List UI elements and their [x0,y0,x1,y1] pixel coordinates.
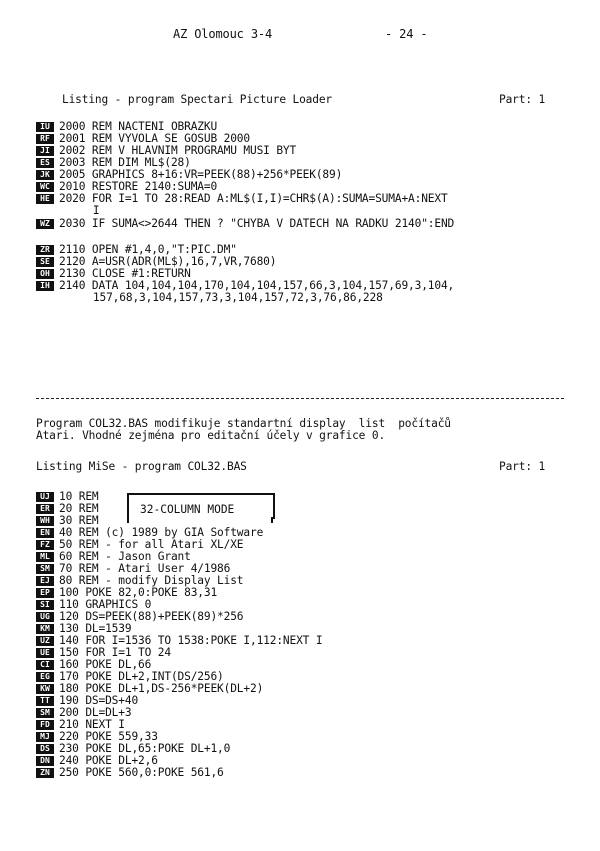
code-text: 210 NEXT I [59,718,125,731]
checksum-badge: ER [36,504,54,514]
checksum-badge: CI [36,660,54,670]
checksum-badge: ML [36,552,54,562]
dashed-separator [36,398,564,399]
code-text: 2020 FOR I=1 TO 28:READ A:ML$(I,I)=CHR$(A):SUMA=SUMA+A:NEXT [59,192,448,205]
checksum-badge: HE [36,194,54,204]
checksum-badge: EP [36,588,54,598]
listing1-part: Part: 1 [499,93,546,106]
page-number: - 24 - [385,27,428,41]
checksum-badge: DS [36,744,54,754]
code-text: 150 FOR I=1 TO 24 [59,646,171,659]
checksum-badge: WC [36,182,54,192]
checksum-badge: DN [36,756,54,766]
code-text: 10 REM [59,490,99,503]
code-continuation: 157,68,3,104,157,73,3,104,157,72,3,76,86,228 [60,291,383,304]
checksum-badge: UZ [36,636,54,646]
checksum-badge: JI [36,146,54,156]
description-line-2: Atari. Vhodné zejména pro editační účely v grafice 0. [36,429,386,442]
code-text: 80 REM - modify Display List [59,574,244,587]
code-text: 130 DL=1539 [59,622,132,635]
checksum-badge: IH [36,281,54,291]
checksum-badge: EJ [36,576,54,586]
checksum-badge: SM [36,708,54,718]
code-text: 250 POKE 560,0:POKE 561,6 [59,766,224,779]
code-text: 2002 REM V HLAVNIM PROGRAMU MUSI BYT [59,144,297,157]
checksum-badge: UE [36,648,54,658]
checksum-badge: IU [36,122,54,132]
checksum-badge: FD [36,720,54,730]
box-right-tail [271,517,273,523]
code-text: 30 REM [59,514,99,527]
checksum-badge: MJ [36,732,54,742]
code-line [36,767,224,779]
checksum-badge: TT [36,696,54,706]
description-line-1: Program COL32.BAS modifikuje standartní display list počítačů [36,417,451,430]
code-text: 2010 RESTORE 2140:SUMA=0 [59,180,218,193]
checksum-badge: KM [36,624,54,634]
listing1-title: Listing - program Spectari Picture Loader [62,93,333,106]
checksum-badge: SI [36,600,54,610]
code-text: 120 DS=PEEK(88)+PEEK(89)*256 [59,610,244,623]
code-text: 230 POKE DL,65:POKE DL+1,0 [59,742,231,755]
code-text: 2003 REM DIM ML$(28) [59,156,191,169]
checksum-badge: UG [36,612,54,622]
checksum-badge: EG [36,672,54,682]
code-text: 2140 DATA 104,104,104,170,104,104,157,66,3,104,157,69,3,104, [59,279,455,292]
checksum-badge: SE [36,257,54,267]
code-text: 2130 CLOSE #1:RETURN [59,267,191,280]
checksum-badge: RF [36,134,54,144]
code-text: 100 POKE 82,0:POKE 83,31 [59,586,218,599]
code-text: 2120 A=USR(ADR(ML$),16,7,VR,7680) [59,255,277,268]
code-line [36,218,454,230]
code-text: 2030 IF SUMA<>2644 THEN ? "CHYBA V DATECH NA RADKU 2140":END [59,217,455,230]
code-text: 110 GRAPHICS 0 [59,598,152,611]
box-label: 32-COLUMN MODE [140,503,235,516]
code-text: 2005 GRAPHICS 8+16:VR=PEEK(88)+256*PEEK(89) [59,168,343,181]
code-text: 200 DL=DL+3 [59,706,132,719]
checksum-badge: EN [36,528,54,538]
checksum-badge: SM [36,564,54,574]
code-text: 180 POKE DL+1,DS-256*PEEK(DL+2) [59,682,264,695]
checksum-badge: ZR [36,245,54,255]
code-text: 190 DS=DS+40 [59,694,139,707]
checksum-badge: WH [36,516,54,526]
code-text: 40 REM (c) 1989 by GIA Software [59,526,264,539]
code-text: 160 POKE DL,66 [59,658,152,671]
code-text: 50 REM - for all Atari XL/XE [59,538,244,551]
code-text: 240 POKE DL+2,6 [59,754,158,767]
checksum-badge: KW [36,684,54,694]
listing2-title: Listing MiSe - program COL32.BAS [36,460,247,473]
code-text: 2110 OPEN #1,4,0,"T:PIC.DM" [59,243,237,256]
checksum-badge: JK [36,170,54,180]
box-left-tail [127,517,129,523]
checksum-badge: ES [36,158,54,168]
header-title: AZ Olomouc 3-4 [173,27,273,41]
code-text: 60 REM - Jason Grant [59,550,191,563]
checksum-badge: FZ [36,540,54,550]
checksum-badge: UJ [36,492,54,502]
code-text: 2001 REM VYVOLA SE GOSUB 2000 [59,132,250,145]
checksum-badge: ZN [36,768,54,778]
listing2-part: Part: 1 [499,460,546,473]
checksum-badge: WZ [36,219,54,229]
checksum-badge: OH [36,269,54,279]
code-text: 2000 REM NACTENI OBRAZKU [59,120,218,133]
code-text: 140 FOR I=1536 TO 1538:POKE I,112:NEXT I [59,634,323,647]
code-text: 20 REM [59,502,99,515]
code-continuation: I [60,204,100,217]
code-text: 170 POKE DL+2,INT(DS/256) [59,670,224,683]
code-text: 70 REM - Atari User 4/1986 [59,562,231,575]
code-text: 220 POKE 559,33 [59,730,158,743]
